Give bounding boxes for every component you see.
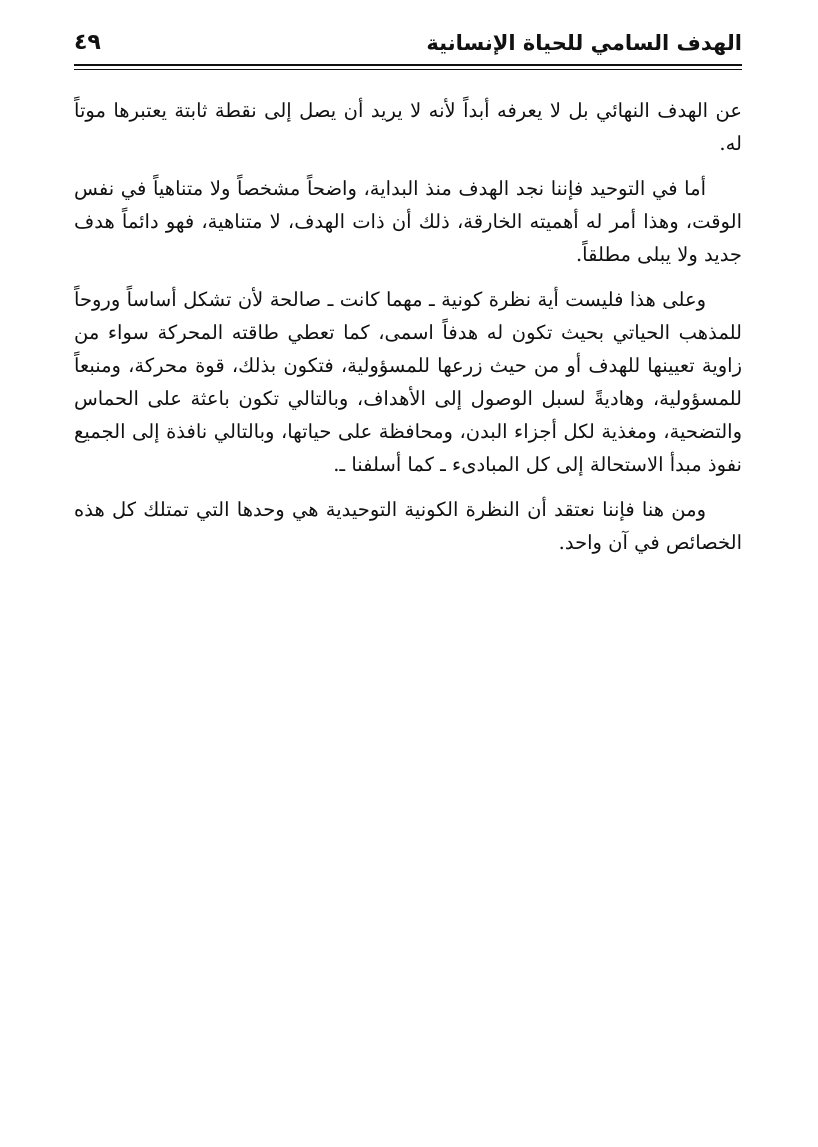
paragraph-worldview: وعلى هذا فليست أية نظرة كونية ـ مهما كانت ـ صالحة لأن تشكل أساساً وروحاً للمذهب الحياتي بحيث تكون له هدفاً اسمى، كما تعطي طاقته المحركة سواء من زاوية تعيينها للهدف أو من حيث زرعها للمسؤولية، فتكون بذلك، قوة محركة، ومنبعاً للمسؤولية، وهاديةً لسبل الوصول إلى الأهداف، وبالتالي تكون باعثة على الحماس والتضحية، ومغذية لكل أجزاء البدن، ومحافظة على حياتها، وبالتالي نافذة إلى الجميع نفوذ مبدأ الاستحالة إلى كل المبادىء ـ كما أسلفنا ـ. — [74, 288, 742, 476]
page-number: ٤٩ — [74, 30, 101, 55]
paragraph-continuation: عن الهدف النهائي بل لا يعرفه أبداً لأنه لا يريد أن يصل إلى نقطة ثابتة يعتبرها موتاً له. — [74, 99, 742, 155]
paragraph-tawhid-goal: أما في التوحيد فإننا نجد الهدف منذ البداية، واضحاً مشخصاً ولا متناهياً في نفس الوقت، وهذا أمر له أهميته الخارقة، ذلك أن ذات الهدف، لا متناهية، فهو دائماً هدف جديد ولا يبلى مطلقاً. — [74, 177, 742, 266]
body-text — [74, 94, 742, 571]
paragraph-conclusion: ومن هنا فإننا نعتقد أن النظرة الكونية التوحيدية هي وحدها التي تمتلك كل هذه الخصائص في آن واحد. — [74, 498, 742, 554]
header-rule-thick — [74, 64, 742, 66]
header-rule-thin — [74, 69, 742, 70]
running-header — [74, 26, 742, 66]
header-title: الهدف السامي للحياة الإنسانية — [426, 31, 742, 55]
